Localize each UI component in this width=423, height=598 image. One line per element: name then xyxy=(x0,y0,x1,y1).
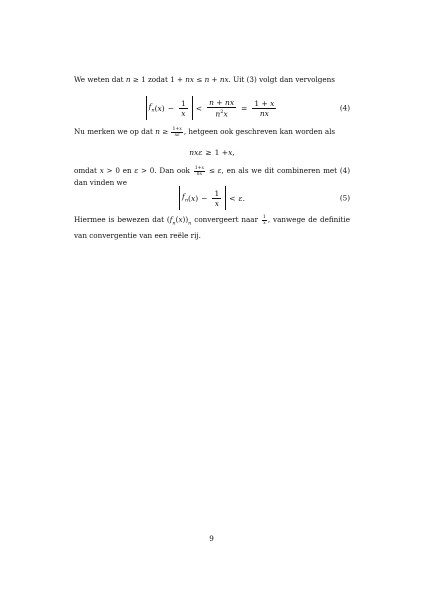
equation-4: $f_n$ ( x ) − $\frac{1}{x}$ < $\frac{n + nx}{n^2x}$ = $\frac{1 + x}{nx}$ (4) xyxy=(74,94,350,122)
paragraph-3: omdat x > 0 en ε > 0. Dan ook $\frac{1+x}{nx}$ ≤ ε, en als we dit combineren met (4) dan vinden we xyxy=(74,165,353,187)
equation-5: $f_n$ ( x ) − $\frac{1}{x}$ < ε . (5) xyxy=(74,184,350,212)
page-number: 9 xyxy=(209,534,214,543)
paragraph-1: We weten dat n ≥ 1 zodat 1 + nx ≤ n + nx. Uit (3) volgt dan vervolgens xyxy=(74,75,335,84)
paragraph-4: Hiermee is bewezen dat $(f_n(x))_n$ convergeert naar $\frac{1}{x}$ , vanwege de definitie van convergentie van een reële rij. xyxy=(74,214,353,240)
equation-number-4: (4) xyxy=(339,103,350,113)
paragraph-2: Nu merken we op dat n ≥ $\frac{1+x}{x\varepsilon}$ , hetgeen ook geschreven kan worden als xyxy=(74,126,336,138)
equation-number-5: (5) xyxy=(339,193,350,203)
equation-inequality: nxε ≥ 1 + x , xyxy=(189,147,235,157)
